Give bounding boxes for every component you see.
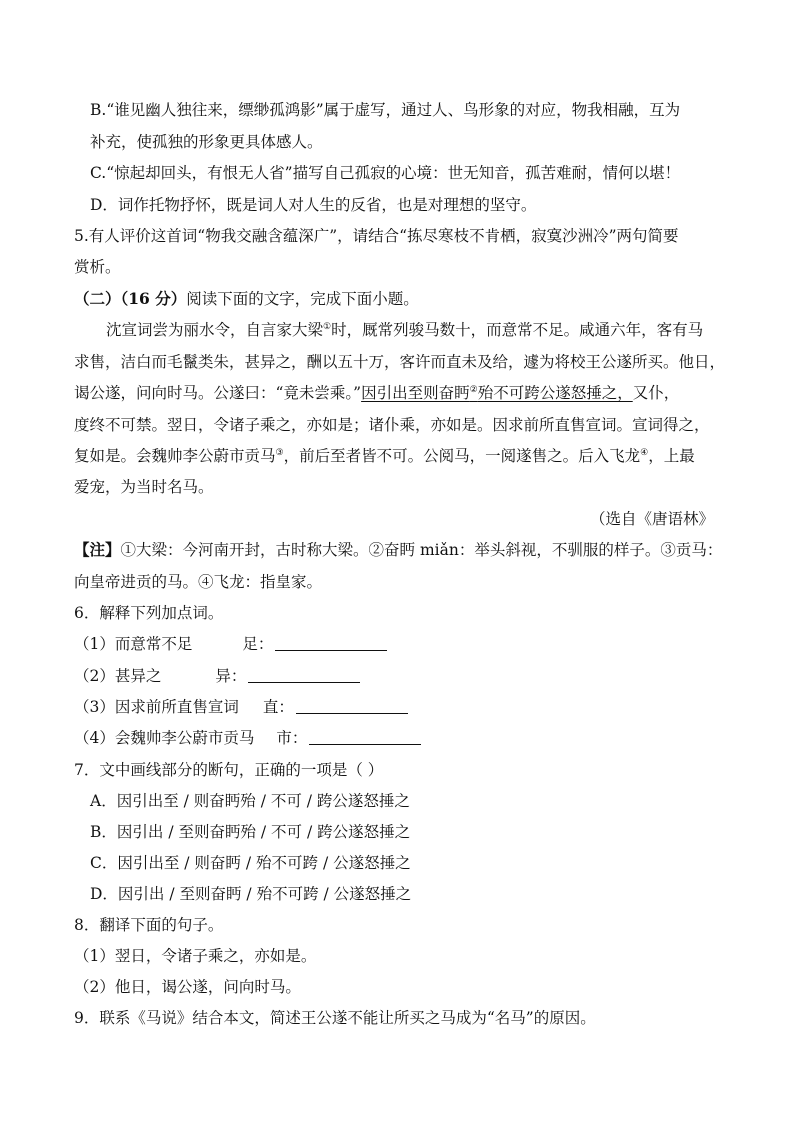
item-number: （4） <box>74 729 115 747</box>
option-d: D．词作托物抒怀，既是词人对人生的反省，也是对理想的坚守。 <box>90 196 537 214</box>
footnote-mark-1: ① <box>323 322 332 332</box>
section-2-title: （二）（16 分） <box>74 289 187 308</box>
item-text: 而意常不足 <box>114 635 193 653</box>
question-8-item-2: （2）他日，谒公遂，问向时马。 <box>74 978 301 996</box>
answer-blank[interactable] <box>275 636 387 651</box>
item-key: 足： <box>242 635 274 653</box>
passage-text: ，前后至者皆不可。公阅马，一阅遂售之。后入飞龙 <box>283 447 641 465</box>
item-number: （3） <box>74 698 115 716</box>
question-6-item-3 <box>74 697 408 717</box>
question-6-title: 6．解释下列加点词。 <box>74 604 224 622</box>
note-text: ①大梁：今河南开封，古时称大梁。②奋眄 miǎn：举头斜视，不驯服的样子。③贡马： <box>120 541 723 559</box>
option-b-line-1: B.“谁见幽人独往来，缥缈孤鸿影”属于虚写，通过人、鸟形象的对应，物我相融，互为 <box>90 101 681 119</box>
underlined-text: 因引出至则奋眄 <box>361 384 470 402</box>
item-text: 甚异之 <box>114 667 162 685</box>
section-2-instruction: 阅读下面的文字，完成下面小题。 <box>186 290 419 308</box>
passage-text: 沈宣词尝为丽水令，自言家大梁 <box>106 321 324 339</box>
item-key: 异： <box>215 667 247 685</box>
passage-line-4: 度终不可禁。翌日，令诸子乘之，亦如是；诸仆乘，亦如是。因求前所直售宣词。宣词得之， <box>74 416 710 434</box>
question-5-line-1: 5.有人评价这首词“物我交融含蕴深广”，请结合“拣尽寒枝不肯栖，寂寞沙洲冷”两句简要 <box>74 227 679 245</box>
option-c: C.“惊起却回头，有恨无人省”描写自己孤寂的心境：世无知音，孤苦难耐，情何以堪！ <box>90 164 681 182</box>
item-text: 会魏帅李公蔚市贡马 <box>114 729 255 747</box>
question-9: 9．联系《马说》结合本文，简述王公遂不能让所买之马成为“名马”的原因。 <box>74 1009 596 1027</box>
passage-line-3 <box>74 383 679 403</box>
item-key: 直： <box>262 698 294 716</box>
answer-blank[interactable] <box>248 668 360 683</box>
answer-blank[interactable] <box>296 699 408 714</box>
passage-line-6: 爱宠，为当时名马。 <box>74 478 214 496</box>
question-7-option-a[interactable]: A．因引出至 / 则奋眄殆 / 不可 / 跨公遂怒捶之 <box>90 792 410 810</box>
passage-source: （选自《唐语林》 <box>589 510 714 528</box>
question-8-item-1: （1）翌日，令诸子乘之，亦如是。 <box>74 947 317 965</box>
item-number: （2） <box>74 667 115 685</box>
footnote-mark-4: ④ <box>640 448 649 458</box>
underlined-sentence <box>361 384 633 402</box>
question-6-item-4 <box>74 728 421 748</box>
passage-text: ，上最 <box>648 447 695 465</box>
answer-blank[interactable] <box>309 730 421 745</box>
footnote-mark-2: ② <box>469 385 478 395</box>
question-7-option-b[interactable]: B．因引出 / 至则奋眄殆 / 不可 / 跨公遂怒捶之 <box>90 823 411 841</box>
underlined-text: 殆不可跨公遂怒捶之， <box>477 384 633 402</box>
note-label: 【注】 <box>74 540 121 559</box>
question-8-title: 8．翻译下面的句子。 <box>74 916 224 934</box>
item-text: 因求前所直售宣词 <box>114 698 239 716</box>
question-6-item-2 <box>74 666 360 686</box>
question-7-title: 7．文中画线部分的断句，正确的一项是（ ） <box>74 761 384 779</box>
passage-text: 又仆， <box>632 384 680 402</box>
item-number: （1） <box>74 635 115 653</box>
question-6-item-1 <box>74 634 387 654</box>
question-7-option-d[interactable]: D．因引出 / 至则奋眄 / 殆不可跨 / 公遂怒捶之 <box>90 885 412 903</box>
footnote-mark-3: ③ <box>275 448 284 458</box>
passage-text: 时，厩常列骏马数十，而意常不足。咸通六年，客有马 <box>331 321 704 339</box>
note-line-1 <box>74 540 722 560</box>
option-b-line-2: 补充，使孤独的形象更具体感人。 <box>90 133 323 151</box>
question-5-line-2: 赏析。 <box>74 258 121 276</box>
passage-text: 谒公遂，问向时马。公遂曰：“竟未尝乘。” <box>74 384 362 402</box>
item-key: 市： <box>276 729 308 747</box>
passage-text: 复如是。会魏帅李公蔚市贡马 <box>74 447 276 465</box>
question-7-option-c[interactable]: C．因引出至 / 则奋眄 / 殆不可跨 / 公遂怒捶之 <box>90 854 411 872</box>
section-2-heading <box>74 289 419 309</box>
passage-line-1 <box>106 320 703 340</box>
passage-line-5 <box>74 446 695 466</box>
note-line-2: 向皇帝进贡的马。④飞龙：指皇家。 <box>74 573 323 591</box>
passage-line-2: 求售，洁白而毛鬣类朱，甚异之，酬以五十万，客许而直未及给，遽为将校王公遂所买。他日， <box>74 353 726 371</box>
